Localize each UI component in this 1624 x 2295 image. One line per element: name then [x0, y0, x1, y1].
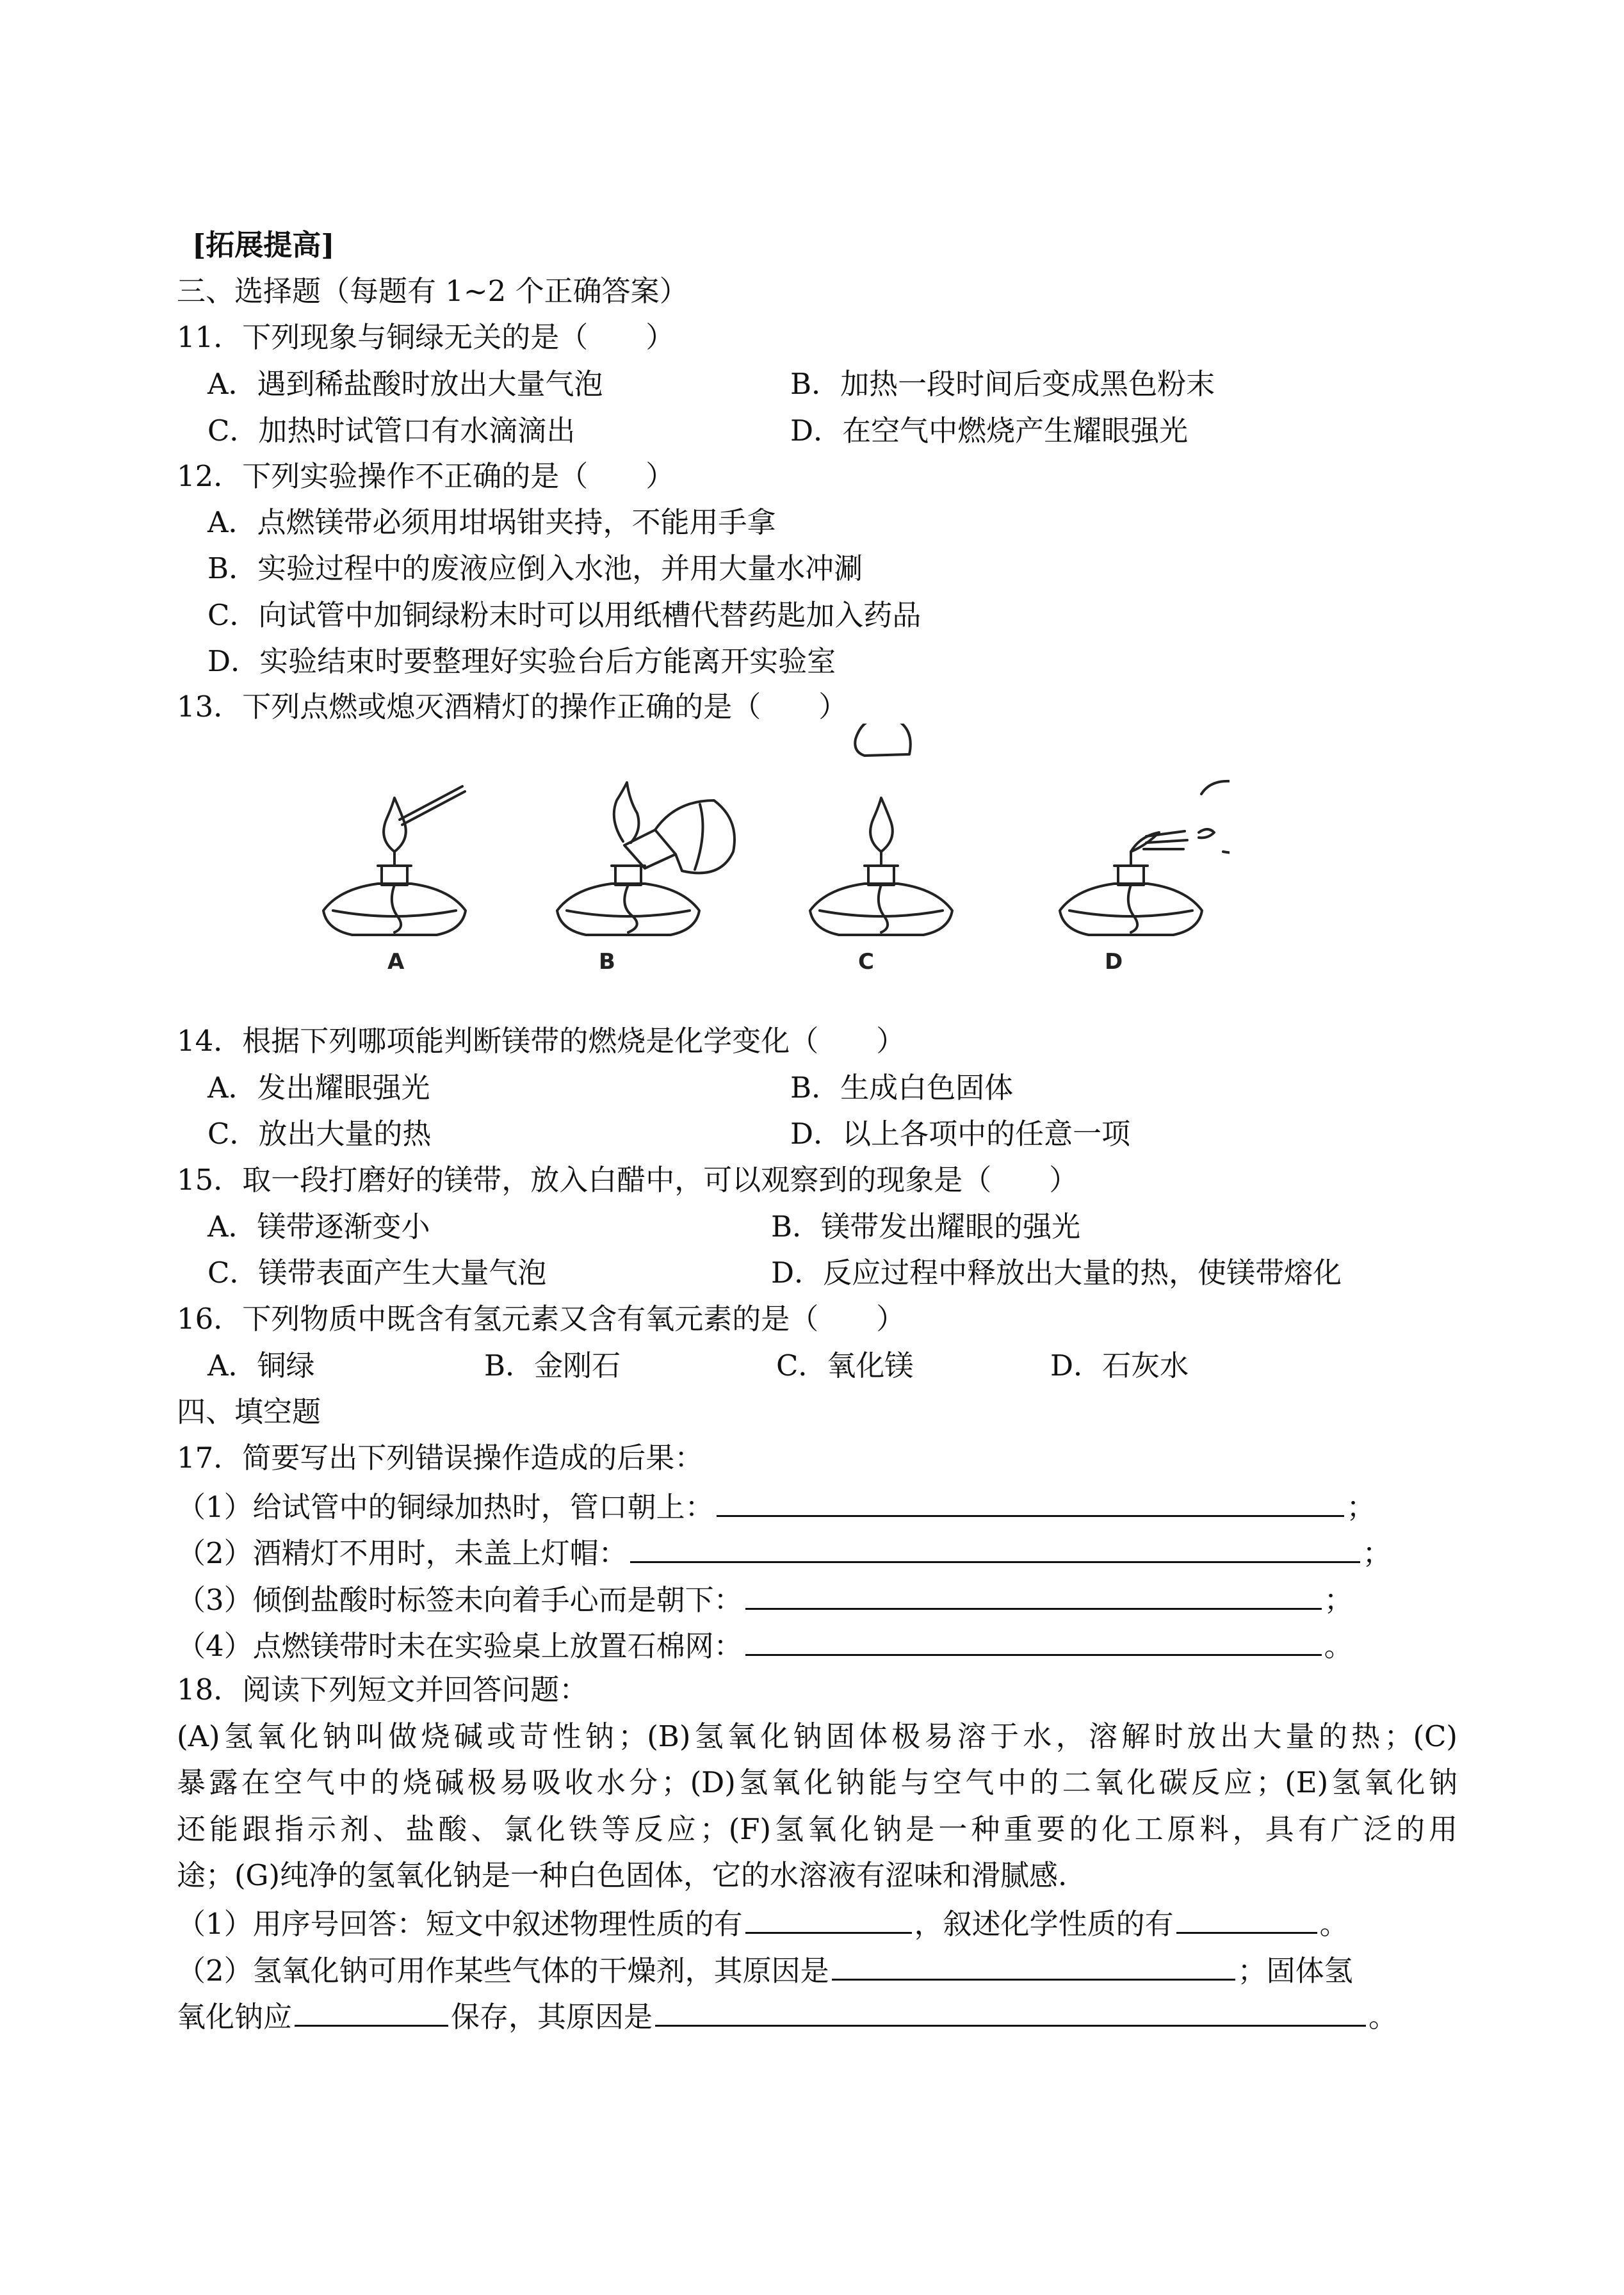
q18-sub2-text-a: （2）氢氧化钠可用作某些气体的干燥剂，其原因是: [177, 1954, 829, 1988]
q17-item-3-end: ；: [1324, 1583, 1353, 1617]
q17-item-3-text: （3）倾倒盐酸时标签未向着手心而是朝下：: [177, 1583, 743, 1617]
q13-label-a: A: [387, 949, 405, 975]
q18-sub1-blank-chemical[interactable]: [1176, 1902, 1317, 1934]
q17-item-2: [177, 1532, 1392, 1573]
q18-passage-line-4: 途；(G)纯净的氢氧化钠是一种白色固体，它的水溶液有涩味和滑腻感.: [177, 1858, 1068, 1892]
q17-item-4-end: 。: [1324, 1629, 1353, 1663]
q13-label-c: C: [858, 949, 874, 975]
q18-sub1: [177, 1902, 1349, 1943]
q18-passage-line-1: (A)氢氧化钠叫做烧碱或苛性钠；(B)氢氧化钠固体极易溶于水，溶解时放出大量的热；(C): [177, 1719, 1458, 1753]
q16-option-d: D．石灰水: [1050, 1349, 1189, 1383]
lamp-b-drawing: [557, 783, 735, 935]
q18-sub1-text-a: （1）用序号回答：短文中叙述物理性质的有: [177, 1907, 743, 1941]
lamp-d-drawing: [1060, 781, 1230, 935]
q15-option-a: A．镁带逐渐变小: [207, 1210, 430, 1244]
q18-sub2-line-2: [177, 1995, 1397, 2036]
q16-option-a: A．铜绿: [207, 1349, 315, 1383]
q11-option-b: B．加热一段时间后变成黑色粉末: [790, 367, 1215, 401]
q15-option-c: C．镁带表面产生大量气泡: [207, 1256, 547, 1290]
q14-stem: 14．根据下列哪项能判断镁带的燃烧是化学变化（ ）: [177, 1024, 905, 1058]
q15-stem: 15．取一段打磨好的镁带，放入白醋中，可以观察到的现象是（ ）: [177, 1163, 1078, 1197]
q16-option-c: C．氧化镁: [776, 1349, 914, 1383]
q17-item-1-text: （1）给试管中的铜绿加热时，管口朝上：: [177, 1490, 714, 1524]
q12-stem: 12．下列实验操作不正确的是（ ）: [177, 459, 675, 493]
q18-sub2-end: 。: [1368, 2000, 1398, 2034]
section4-title: 四、填空题: [177, 1395, 321, 1429]
q18-sub2-text-b: ；固体氢: [1237, 1954, 1353, 1988]
q11-option-a: A．遇到稀盐酸时放出大量气泡: [207, 367, 603, 401]
lamp-a-drawing: [323, 786, 466, 935]
q17-item-2-text: （2）酒精灯不用时，未盖上灯帽：: [177, 1536, 628, 1570]
q13-label-d: D: [1105, 949, 1123, 975]
q17-item-1: [177, 1486, 1376, 1527]
q18-sub2-blank-storage[interactable]: [295, 1995, 448, 2027]
q12-option-d: D．实验结束时要整理好实验台后方能离开实验室: [207, 644, 836, 678]
q18-sub2-blank-storage-reason[interactable]: [655, 1995, 1366, 2027]
q17-item-4-blank[interactable]: [745, 1625, 1322, 1656]
section3-title: 三、选择题（每题有 1~2 个正确答案）: [177, 274, 688, 308]
q15-option-d: D．反应过程中释放出大量的热，使镁带熔化: [771, 1256, 1342, 1290]
q14-option-c: C．放出大量的热: [207, 1117, 432, 1151]
q18-sub2-blank-reason[interactable]: [832, 1949, 1235, 1981]
q18-sub1-text-b: ，叙述化学性质的有: [914, 1907, 1174, 1941]
q11-option-d: D．在空气中燃烧产生耀眼强光: [790, 414, 1189, 448]
q17-item-1-blank[interactable]: [717, 1486, 1344, 1517]
q12-option-a: A．点燃镁带必须用坩埚钳夹持，不能用手拿: [207, 505, 776, 539]
q18-sub1-end: 。: [1319, 1907, 1349, 1941]
q17-stem: 17．简要写出下列错误操作造成的后果：: [177, 1441, 704, 1475]
q17-item-1-end: ；: [1346, 1490, 1376, 1524]
q13-label-b: B: [599, 949, 615, 975]
q17-item-2-end: ；: [1362, 1536, 1392, 1570]
q16-stem: 16．下列物质中既含有氢元素又含有氧元素的是（ ）: [177, 1302, 905, 1336]
q18-stem: 18．阅读下列短文并回答问题：: [177, 1673, 589, 1707]
q17-item-4-text: （4）点燃镁带时未在实验桌上放置石棉网：: [177, 1629, 743, 1663]
q18-sub2-text-c: 氧化钠应: [177, 2000, 293, 2034]
q11-stem: 11．下列现象与铜绿无关的是（ ）: [177, 320, 675, 354]
q12-option-c: C．向试管中加铜绿粉末时可以用纸槽代替药匙加入药品: [207, 598, 922, 632]
alcohol-lamp-figure: [295, 724, 1230, 999]
q17-item-4: [177, 1625, 1353, 1666]
q15-option-b: B．镁带发出耀眼的强光: [771, 1210, 1081, 1244]
q17-item-2-blank[interactable]: [630, 1532, 1360, 1563]
lamp-c-drawing: [810, 724, 952, 935]
q18-passage-line-2: 暴露在空气中的烧碱极易吸收水分；(D)氢氧化钠能与空气中的二氧化碳反应；(E)氢氧化钠: [177, 1765, 1458, 1799]
q14-option-b: B．生成白色固体: [790, 1071, 1014, 1105]
q18-passage-line-3: 还能跟指示剂、盐酸、氯化铁等反应；(F)氢氧化钠是一种重要的化工原料，具有广泛的用: [177, 1812, 1458, 1846]
q11-option-c: C．加热时试管口有水滴滴出: [207, 414, 576, 448]
q13-stem: 13．下列点燃或熄灭酒精灯的操作正确的是（ ）: [177, 690, 848, 724]
q17-item-3: [177, 1578, 1353, 1619]
q12-option-b: B．实验过程中的废液应倒入水池，并用大量水冲涮: [207, 551, 863, 585]
q14-option-a: A．发出耀眼强光: [207, 1071, 430, 1105]
q18-sub1-blank-physical[interactable]: [745, 1902, 912, 1934]
q14-option-d: D．以上各项中的任意一项: [790, 1117, 1131, 1151]
q18-sub2-line-1: [177, 1949, 1353, 1990]
q18-sub2-text-d: 保存，其原因是: [451, 2000, 653, 2034]
section-header: [拓展提高]: [192, 228, 335, 262]
q16-option-b: B．金刚石: [484, 1349, 621, 1383]
q17-item-3-blank[interactable]: [745, 1578, 1322, 1610]
